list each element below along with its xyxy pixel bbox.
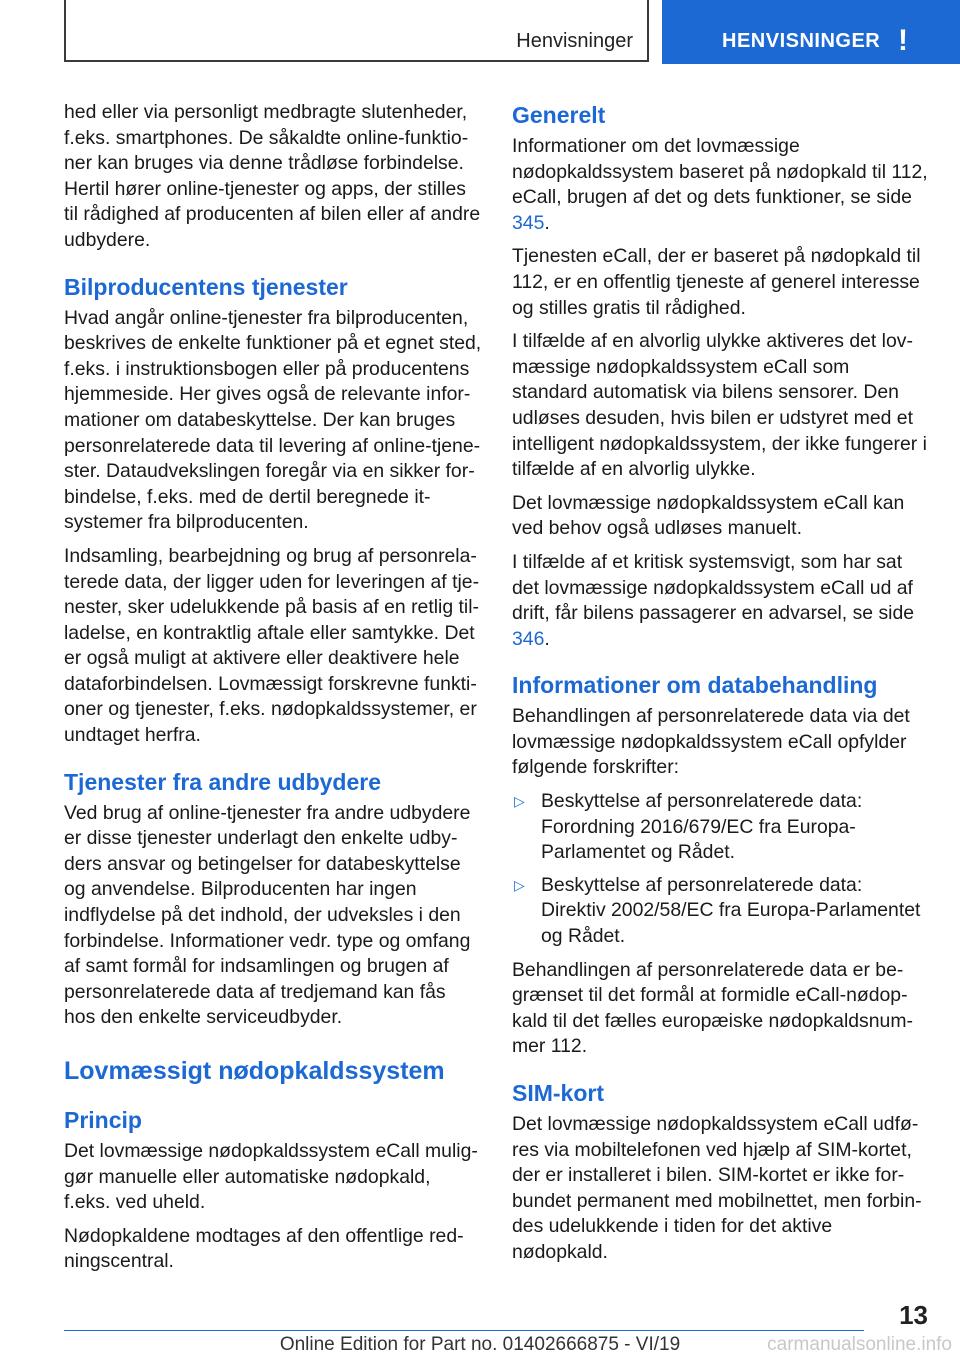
list-item bbox=[512, 789, 930, 866]
heading-tjenester-fra-andre-udbydere: Tjenester fra andre udbydere bbox=[64, 768, 381, 795]
paragraph: Behandlingen af personrelaterede data er begrænset til det formål at formidle eCall-nødopkald til det fælles europæiske nødopkaldsnummer 112. bbox=[512, 958, 913, 1058]
list-item-text: Beskyttelse af personrelaterede data: Forordning 2016/679/EC fra Europa-Parlamentet og Rådet. bbox=[541, 790, 863, 864]
page-link-345[interactable]: 345 bbox=[512, 211, 545, 234]
paragraph: Hvad angår online-tjenester fra bilproducenten, beskrives de enkelte funktioner på et egnet sted, f.eks. i instruktionsbogen eller på producentens hjemmeside. Her gives også de relevante informationer om databeskyttelse. Der kan bruges personrelaterede data til levering af online-tjenester. Dataudvekslingen foregår via en sikker forbindelse, f.eks. med de dertil beregnede it-systemer fra bilproducenten. bbox=[64, 306, 482, 534]
paragraph bbox=[512, 134, 930, 236]
section-badge-label: HENVISNINGER bbox=[722, 30, 881, 52]
paragraph-text: Informationer om det lovmæssige nødopkaldssystem baseret på nødopkald til 112, eCall, brugen af det og dets funktioner, se side bbox=[512, 135, 928, 209]
header-tab bbox=[64, 0, 649, 62]
watermark: carmanualsonline.info bbox=[767, 1334, 952, 1355]
paragraph-text: I tilfælde af et kritisk systemsvigt, som har sat det lovmæssige nødopkaldssystem eCall ud af drift, får bilens passagerer en advarsel, se side bbox=[512, 550, 915, 625]
paragraph: Det lovmæssige nødopkaldssystem eCall kan ved behov også udløses manuelt. bbox=[512, 491, 905, 540]
paragraph: Ved brug af online-tjenester fra andre udbydere er disse tjenester underlagt den enkelte udbyders ansvar og betingelser for databeskyttelse og anvendelse. Bilproducenten har ingen indflydelse på det indhold, der udveksles i den forbindelse. Informationer vedr. type og omfang af samt formål for indsamlingen og brugen af personrelaterede data af tredjemand kan fås hos den enkelte serviceudbyder. bbox=[64, 801, 471, 1029]
list-item bbox=[512, 873, 930, 950]
left-column bbox=[64, 100, 482, 1283]
regulations-list bbox=[512, 789, 930, 950]
footer-edition-text: Online Edition for Part no. 01402666875 - VI/19 bbox=[279, 1334, 681, 1355]
exclamation-icon: ! bbox=[898, 24, 908, 57]
intro-paragraph: hed eller via personligt medbragte slutenheder, f.eks. smartphones. De såkaldte online-funktioner kan bruges via denne trådløse forbindelse. Hertil hører online-tjenester og apps, der stilles til rådighed af producenten af bilen eller af andre udbydere. bbox=[64, 101, 481, 251]
list-item-text: Beskyttelse af personrelaterede data: Direktiv 2002/58/EC fra Europa-Parlamentet og Rådet. bbox=[541, 873, 921, 948]
paragraph: Det lovmæssige nødopkaldssystem eCall muliggør manuelle eller automatiske nødopkald, f.eks. ved uheld. bbox=[64, 1140, 478, 1214]
footer-divider bbox=[64, 1330, 864, 1331]
heading-lovmaessigt-nodopkaldssystem: Lovmæssigt nødopkaldssystem bbox=[64, 1057, 445, 1085]
paragraph: Det lovmæssige nødopkaldssystem eCall udføres via mobiltelefonen ved hjælp af SIM-kortet, der er installeret i bilen. SIM-kortet er ikke forbundet permanent med mobilnettet, men forbindes udelukkende i tiden for det aktive nødopkald. bbox=[512, 1113, 922, 1263]
heading-bilproducentens-tjenester: Bilproducentens tjenester bbox=[64, 273, 348, 300]
header-title: Henvisninger bbox=[516, 30, 633, 52]
paragraph: I tilfælde af en alvorlig ulykke aktiveres det lovmæssige nødopkaldssystem eCall som standard automatisk via bilens sensorer. Den udløses desuden, hvis bilen er udstyret med et intelligent nødopkaldssystem, der ikke fungerer i tilfælde af en alvorlig ulykke. bbox=[512, 330, 927, 481]
page-number: 13 bbox=[899, 1300, 928, 1330]
paragraph-text: . bbox=[544, 211, 550, 234]
triangle-bullet-icon: ▷ bbox=[514, 793, 525, 810]
section-badge bbox=[662, 0, 960, 64]
paragraph: Tjenesten eCall, der er baseret på nødopkald til 112, er en offentlig tjeneste af generel interesse og stilles gratis til rådighed. bbox=[512, 245, 921, 319]
paragraph: Nødopkaldene modtages af den offentlige redningscentral. bbox=[64, 1224, 464, 1273]
paragraph: Indsamling, bearbejdning og brug af personrelaterede data, der ligger uden for leveringen af tjenester, sker udelukkende på basis af en retlig tilladelse, en kontraktlig aftale eller samtykke. Det er også muligt at aktivere eller deaktivere hele dataforbindelsen. Lovmæssigt forskrevne funktioner og tjenester, f.eks. nødopkaldssystemer, er undtaget herfra. bbox=[64, 544, 480, 747]
page-link-346[interactable]: 346 bbox=[512, 627, 545, 650]
paragraph bbox=[512, 550, 930, 652]
paragraph-text: . bbox=[544, 627, 550, 650]
heading-generelt: Generelt bbox=[512, 102, 606, 128]
heading-sim-kort: SIM-kort bbox=[512, 1080, 604, 1106]
triangle-bullet-icon: ▷ bbox=[514, 876, 525, 893]
paragraph: Behandlingen af personrelaterede data via det lovmæssige nødopkaldssystem eCall opfylder følgende forskrifter: bbox=[512, 705, 910, 779]
right-column bbox=[512, 100, 930, 1274]
heading-princip: Princip bbox=[64, 1107, 142, 1133]
heading-informationer-om-databehandling: Informationer om databehandling bbox=[512, 672, 878, 699]
